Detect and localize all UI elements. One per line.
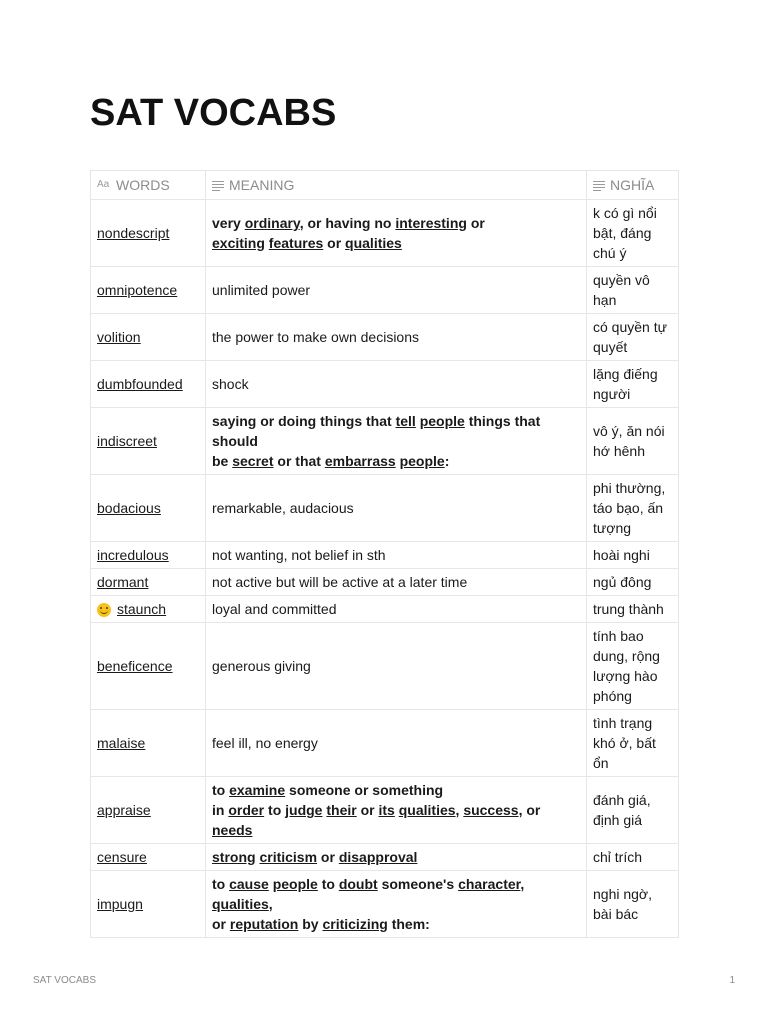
page-title: SAT VOCABS [90,92,337,134]
meaning-text: shock [212,376,249,392]
nghia-cell[interactable]: chỉ trích [587,844,679,871]
meaning-text: : [444,453,450,469]
column-header-words-label: WORDS [116,177,170,193]
text-lines-icon [212,180,224,190]
word-link[interactable]: omnipotence [97,282,178,298]
nghia-cell[interactable]: ngủ đông [587,569,679,596]
meaning-cell[interactable] [206,623,587,710]
word-cell[interactable] [91,844,206,871]
meaning-text: to [317,876,339,892]
text-type-icon: Aa [97,179,110,190]
meaning-text: secret [232,453,274,469]
meaning-text: interesting [395,215,467,231]
meaning-text: character [458,876,521,892]
word-link[interactable]: bodacious [97,500,161,516]
meaning-text: feel ill, no energy [212,735,318,751]
word-link[interactable]: indiscreet [97,433,157,449]
meaning-text: examine [229,782,286,798]
meaning-text: people [399,453,445,469]
footer-title: SAT VOCABS [33,975,96,986]
nghia-cell[interactable]: phi thường, táo bạo, ấn tượng [587,475,679,542]
nghia-cell[interactable]: hoài nghi [587,542,679,569]
table-row [91,361,679,408]
word-cell[interactable] [91,623,206,710]
meaning-cell[interactable] [206,844,587,871]
meaning-text: remarkable, audacious [212,500,354,516]
meaning-text: , [268,896,273,912]
text-lines-icon [593,180,605,190]
meaning-text: generous giving [212,658,311,674]
meaning-cell[interactable] [206,710,587,777]
meaning-text: success [463,802,519,818]
word-link[interactable]: staunch [117,601,167,617]
table-row [91,871,679,938]
meaning-cell[interactable] [206,569,587,596]
meaning-text: disapproval [338,849,418,865]
meaning-text: , [455,802,464,818]
word-link[interactable]: incredulous [97,547,169,563]
meaning-text: people [419,413,465,429]
vocab-table [90,170,679,938]
meaning-text: very [212,215,245,231]
meaning-text: or [356,802,379,818]
meaning-text: things that should [212,413,541,449]
nghia-cell[interactable]: quyền vô hạn [587,267,679,314]
meaning-text: judge [285,802,323,818]
meaning-text: someone's [377,876,459,892]
word-link[interactable]: volition [97,329,141,345]
table-row [91,844,679,871]
meaning-text: criticizing [322,916,388,932]
word-cell[interactable] [91,200,206,267]
table-row [91,596,679,623]
word-cell[interactable] [91,475,206,542]
table-header-row [91,171,679,200]
meaning-text: tell [395,413,416,429]
word-cell[interactable] [91,710,206,777]
meaning-text: criticism [259,849,318,865]
word-cell[interactable] [91,361,206,408]
table-row [91,777,679,844]
meaning-text: , [520,876,525,892]
meaning-text: strong [212,849,256,865]
meaning-cell[interactable] [206,475,587,542]
meaning-text: or [323,235,346,251]
nghia-cell[interactable]: vô ý, ăn nói hớ hênh [587,408,679,475]
meaning-text: cause [229,876,269,892]
word-link[interactable]: censure [97,849,147,865]
meaning-text: , or [518,802,541,818]
meaning-text: qualities [212,896,269,912]
meaning-text: its [378,802,395,818]
word-link[interactable]: dormant [97,574,149,590]
word-cell[interactable] [91,542,206,569]
meaning-text: unlimited power [212,282,311,298]
word-link[interactable]: dumbfounded [97,376,183,392]
meaning-text: qualities [398,802,456,818]
nghia-cell[interactable]: đánh giá, định giá [587,777,679,844]
meaning-text: to [212,876,230,892]
meaning-text: or [317,849,339,865]
meaning-text: them: [387,916,430,932]
word-link[interactable]: impugn [97,896,143,912]
meaning-text: embarrass [324,453,396,469]
meaning-text: reputation [229,916,299,932]
table-row [91,267,679,314]
meaning-text: not wanting, not belief in sth [212,547,386,563]
word-cell[interactable] [91,267,206,314]
meaning-text: someone or something [285,782,444,798]
nghia-cell[interactable]: trung thành [587,596,679,623]
word-cell[interactable] [91,596,206,623]
meaning-text: needs [212,822,253,838]
meaning-cell[interactable] [206,596,587,623]
table-row [91,475,679,542]
meaning-text: to [212,782,230,798]
meaning-text: be [212,453,233,469]
meaning-cell[interactable] [206,200,587,267]
meaning-text: by [298,916,323,932]
table-row [91,569,679,596]
word-link[interactable]: nondescript [97,225,170,241]
nghia-cell[interactable]: lặng điếng người [587,361,679,408]
meaning-text: order [228,802,265,818]
meaning-text: , or having no [299,215,396,231]
column-header-meaning[interactable] [206,171,587,200]
vocab-table-body [91,200,679,938]
meaning-cell[interactable] [206,871,587,938]
meaning-text: in [212,802,229,818]
nghia-cell[interactable]: tình trạng khó ở, bất ổn [587,710,679,777]
table-row [91,623,679,710]
column-header-nghia[interactable] [587,171,679,200]
table-row [91,200,679,267]
word-cell[interactable] [91,777,206,844]
meaning-cell[interactable] [206,314,587,361]
nghia-cell[interactable]: nghi ngờ, bài bác [587,871,679,938]
meaning-text: or that [273,453,325,469]
meaning-text: or [466,215,485,231]
word-link[interactable]: malaise [97,735,146,751]
meaning-text: to [264,802,286,818]
table-row [91,314,679,361]
meaning-text: saying or doing things that [212,413,396,429]
meaning-text: their [326,802,357,818]
table-row [91,710,679,777]
meaning-text: features [268,235,324,251]
nghia-cell[interactable]: tính bao dung, rộng lượng hào phóng [587,623,679,710]
table-row [91,408,679,475]
meaning-text: ordinary [244,215,300,231]
column-header-nghia-label: NGHĨA [610,177,655,193]
meaning-text: qualities [345,235,402,251]
meaning-cell[interactable] [206,777,587,844]
meaning-text: doubt [338,876,378,892]
meaning-text: people [272,876,318,892]
smiley-icon [97,603,111,617]
table-row [91,542,679,569]
word-link[interactable]: beneficence [97,658,173,674]
meaning-cell[interactable] [206,408,587,475]
meaning-cell[interactable] [206,267,587,314]
nghia-cell[interactable]: k có gì nổi bật, đáng chú ý [587,200,679,267]
word-cell[interactable] [91,314,206,361]
meaning-text: the power to make own decisions [212,329,419,345]
column-header-meaning-label: MEANING [229,177,295,193]
meaning-cell[interactable] [206,542,587,569]
meaning-text: not active but will be active at a later time [212,574,468,590]
column-header-words[interactable] [91,171,206,200]
word-link[interactable]: appraise [97,802,151,818]
meaning-text: loyal and committed [212,601,337,617]
word-cell[interactable] [91,871,206,938]
nghia-cell[interactable]: có quyền tự quyết [587,314,679,361]
page-number: 1 [729,975,735,986]
word-cell[interactable] [91,408,206,475]
meaning-text: or [212,916,230,932]
word-cell[interactable] [91,569,206,596]
meaning-cell[interactable] [206,361,587,408]
meaning-text: exciting [212,235,265,251]
